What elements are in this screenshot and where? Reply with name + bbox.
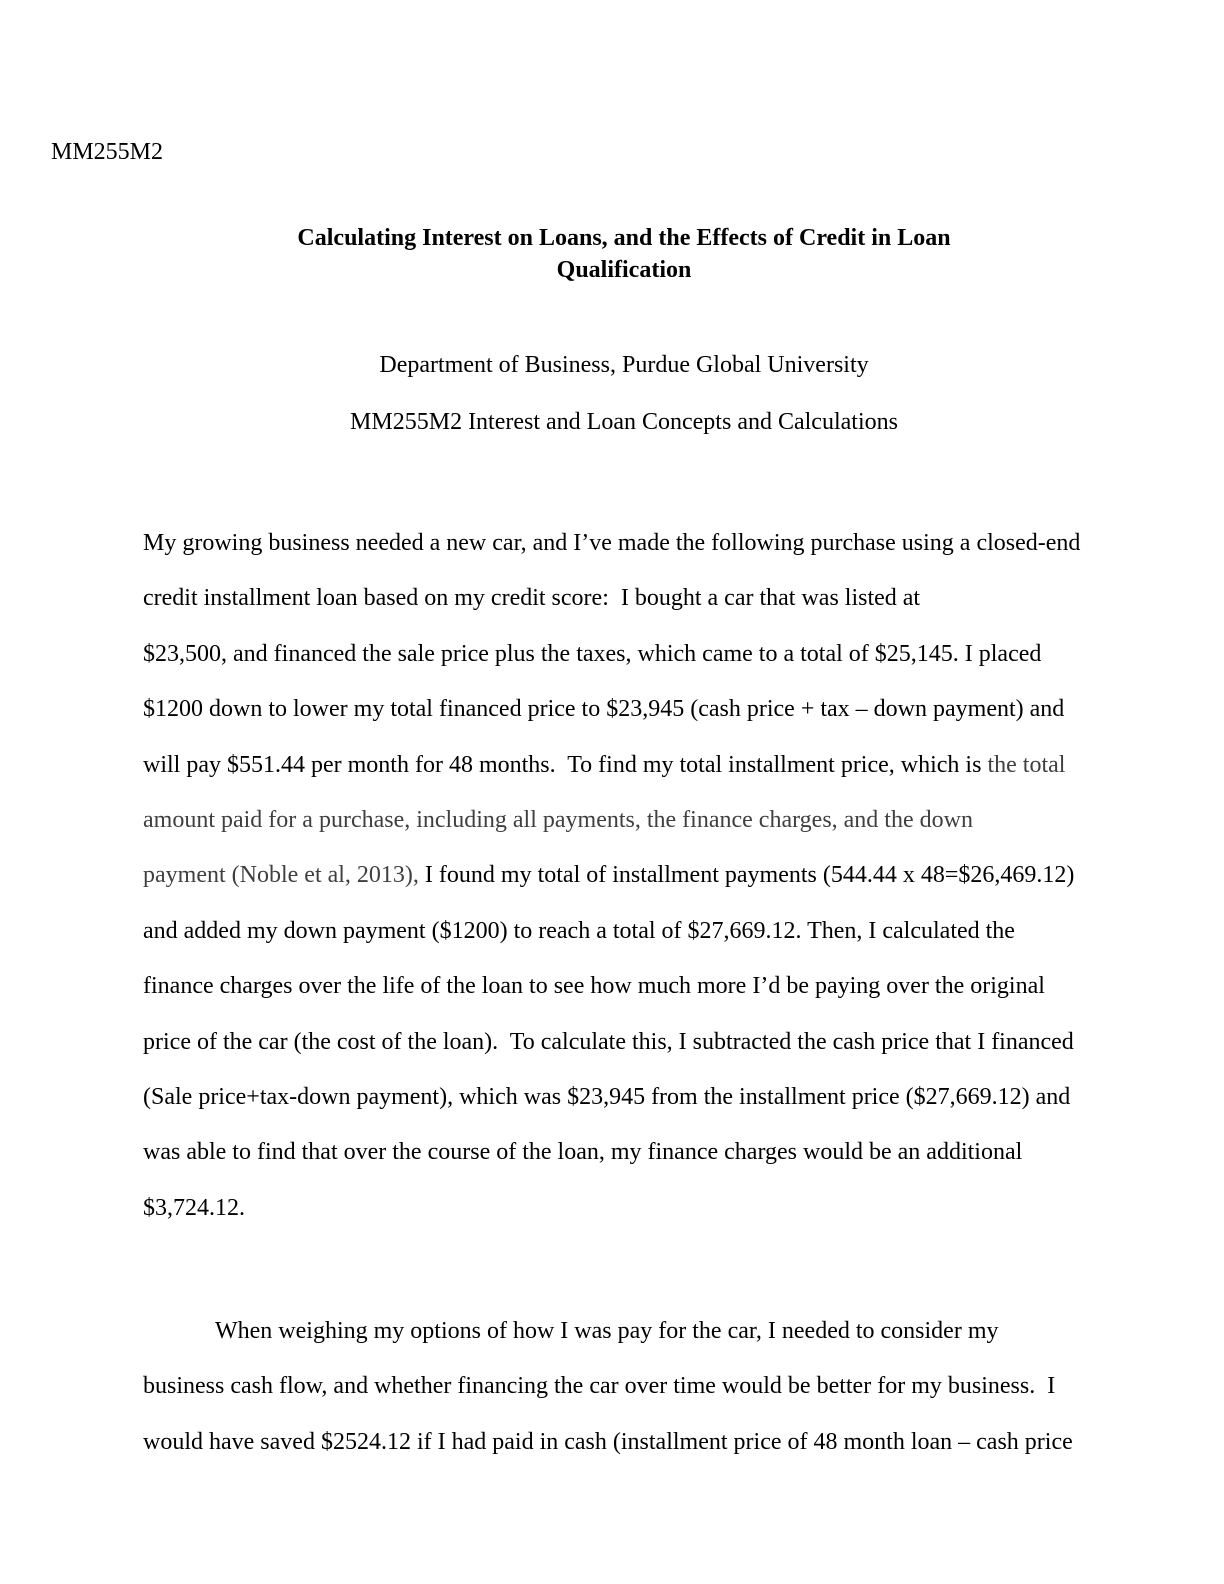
running-head: MM255M2 <box>51 139 164 165</box>
body-line <box>143 1304 1105 1359</box>
paragraph <box>143 516 1105 1236</box>
body-line <box>143 516 1105 571</box>
body-text: was able to find that over the course of the loan, my finance charges would be an additional <box>143 1139 1023 1166</box>
body-line <box>143 682 1105 737</box>
body-line <box>143 738 1105 793</box>
body-text: and added my down payment ($1200) to reach a total of $27,669.12. Then, I calculated the <box>143 917 1015 944</box>
affiliation-line: Department of Business, Purdue Global University <box>379 352 869 378</box>
course-line: MM255M2 Interest and Loan Concepts and Calculations <box>350 409 898 435</box>
body-text: business cash flow, and whether financing the car over time would be better for my business. I <box>143 1373 1056 1400</box>
paragraph <box>143 1304 1105 1470</box>
body-line <box>143 1125 1105 1180</box>
title-line: Qualification <box>556 257 692 283</box>
body-text: finance charges over the life of the loan to see how much more I’d be paying over the original <box>143 973 1045 1000</box>
quoted-definition-text: payment (Noble et al, 2013), <box>143 862 425 889</box>
quoted-definition-text: amount paid for a purchase, including all payments, the finance charges, and the down <box>143 806 973 833</box>
body-text: credit installment loan based on my credit score: I bought a car that was listed at <box>143 585 921 612</box>
title-line: Calculating Interest on Loans, and the Effects of Credit in Loan <box>297 225 951 251</box>
body-line <box>143 571 1105 626</box>
body-line <box>143 959 1105 1014</box>
body-text: price of the car (the cost of the loan). To calculate this, I subtracted the cash price that I financed <box>143 1028 1074 1055</box>
body-line <box>143 904 1105 959</box>
body-line <box>143 627 1105 682</box>
body-line <box>143 848 1105 903</box>
body-line <box>143 1359 1105 1414</box>
body-line <box>143 793 1105 848</box>
body-text: (Sale price+tax-down payment), which was $23,945 from the installment price ($27,669.12) and <box>143 1083 1071 1110</box>
body-text: When weighing my options of how I was pay for the car, I needed to consider my <box>215 1318 999 1345</box>
paper-title <box>143 222 1105 286</box>
body-line <box>143 1070 1105 1125</box>
body-line <box>143 1415 1105 1470</box>
quoted-definition-text: the total <box>987 751 1066 778</box>
body-text: would have saved $2524.12 if I had paid in cash (installment price of 48 month loan – cash price <box>143 1428 1073 1455</box>
body-line <box>143 1181 1105 1236</box>
body-text: $23,500, and financed the sale price plus the taxes, which came to a total of $25,145. I placed <box>143 640 1042 667</box>
body-text: will pay $551.44 per month for 48 months. To find my total installment price, which is <box>143 751 988 778</box>
body-line <box>143 1015 1105 1070</box>
body-text: I found my total of installment payments (544.44 x 48=$26,469.12) <box>424 862 1075 889</box>
document-body <box>143 516 1105 1470</box>
body-text: My growing business needed a new car, and I’ve made the following purchase using a closed-end <box>143 530 1081 556</box>
body-text: $3,724.12. <box>143 1194 245 1221</box>
body-text: $1200 down to lower my total financed price to $23,945 (cash price + tax – down payment) and <box>143 696 1065 723</box>
